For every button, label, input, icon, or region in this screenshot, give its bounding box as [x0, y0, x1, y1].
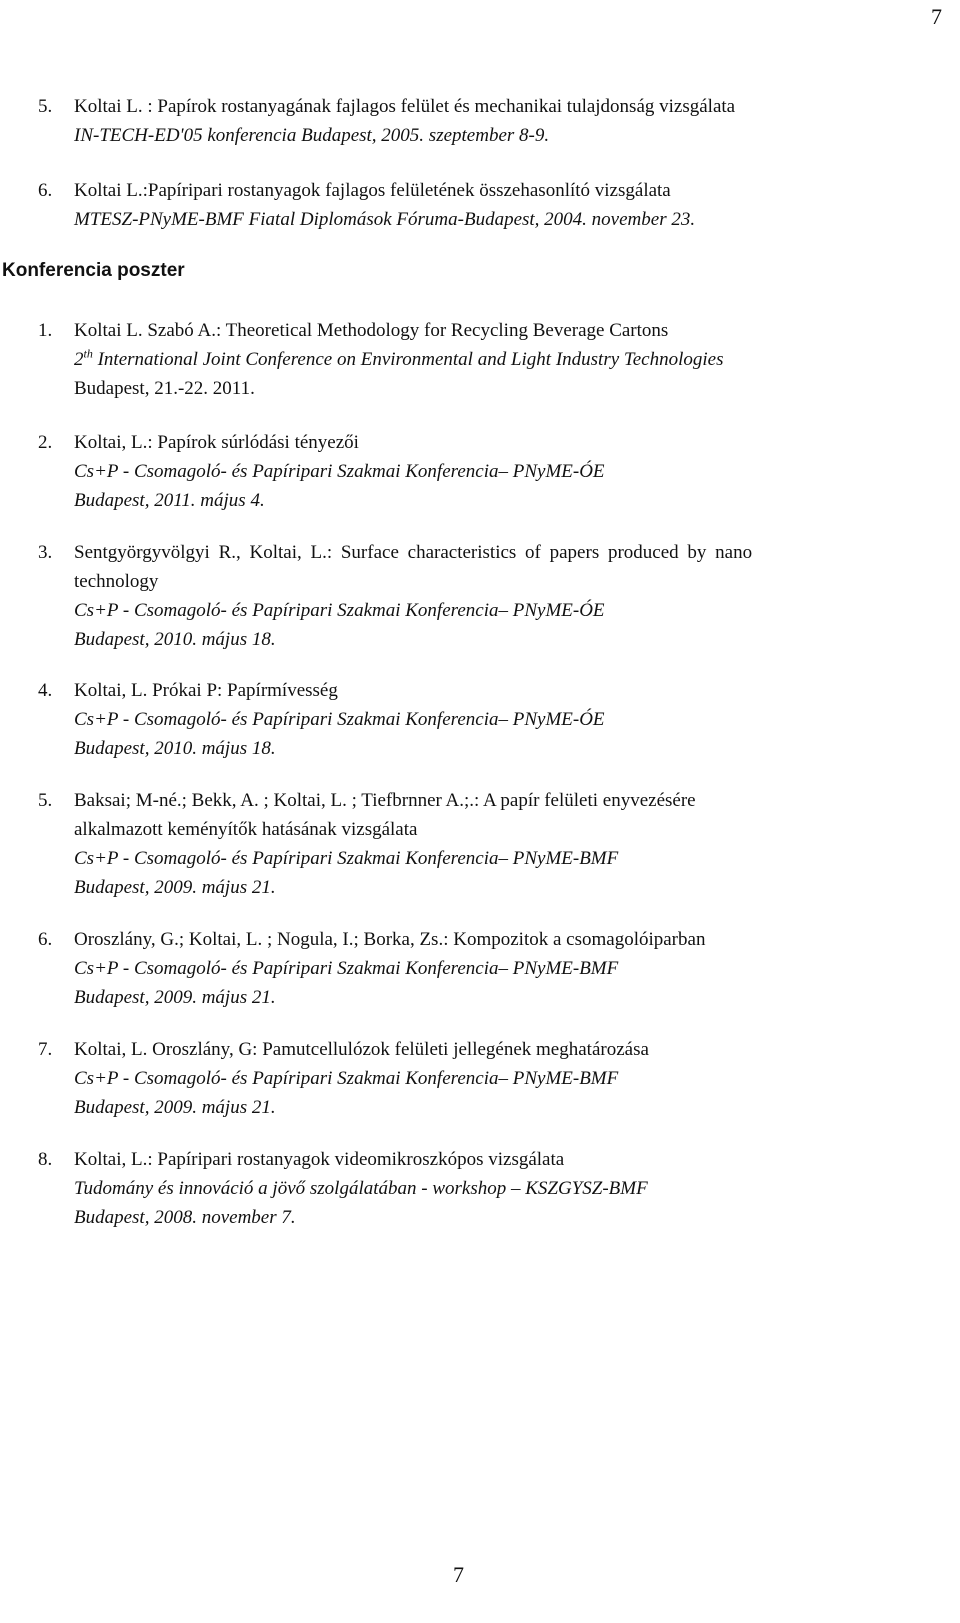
entry-title: Sentgyörgyvölgyi R., Koltai, L.: Surface characteristics of papers produced by nano [74, 542, 753, 563]
entry-date: Budapest, 2009. május 21. [74, 987, 276, 1008]
entry-number: 5. [38, 96, 53, 117]
entry-date: Budapest, 2009. május 21. [74, 877, 276, 898]
entry-venue: 2th International Joint Conference on Environmental and Light Industry Technologies [74, 346, 724, 370]
entry-date: Budapest, 2011. május 4. [74, 490, 265, 511]
lecture-entry-6 [38, 176, 938, 234]
entry-date: Budapest, 2010. május 18. [74, 629, 276, 650]
entry-venue: Tudomány és innováció a jövő szolgálatában - workshop – KSZGYSZ-BMF [74, 1178, 648, 1199]
entry-date: Budapest, 2008. november 7. [74, 1207, 296, 1228]
entry-date: Budapest, 2010. május 18. [74, 738, 276, 759]
poster-entry-4 [38, 676, 938, 763]
entry-venue: Cs+P - Csomagoló- és Papíripari Szakmai Konferencia– PNyME-BMF [74, 1068, 619, 1089]
lecture-entry-5 [38, 92, 938, 150]
entry-number: 5. [38, 790, 53, 811]
entry-title: Koltai, L.: Papíripari rostanyagok videomikroszkópos vizsgálata [74, 1149, 565, 1170]
entry-number: 7. [38, 1039, 53, 1060]
entry-number: 1. [38, 320, 53, 341]
entry-number: 2. [38, 432, 53, 453]
poster-entry-5 [38, 786, 938, 902]
entry-venue: Cs+P - Csomagoló- és Papíripari Szakmai Konferencia– PNyME-ÓE [74, 600, 605, 621]
section-heading: Konferencia poszter [2, 260, 185, 281]
entry-venue: Cs+P - Csomagoló- és Papíripari Szakmai Konferencia– PNyME-ÓE [74, 709, 605, 730]
entry-date: Budapest, 2009. május 21. [74, 1097, 276, 1118]
poster-entry-7 [38, 1035, 938, 1122]
entry-number: 6. [38, 929, 53, 950]
entry-venue: Cs+P - Csomagoló- és Papíripari Szakmai Konferencia– PNyME-BMF [74, 958, 619, 979]
entry-number: 3. [38, 542, 53, 563]
entry-number: 6. [38, 180, 53, 201]
entry-title: Baksai; M-né.; Bekk, A. ; Koltai, L. ; Tiefbrnner A.;.: A papír felületi enyvezésére [74, 790, 696, 811]
entry-title: Koltai L.:Papíripari rostanyagok fajlagos felületének összehasonlító vizsgálata [74, 180, 671, 201]
entry-venue: Cs+P - Csomagoló- és Papíripari Szakmai Konferencia– PNyME-ÓE [74, 461, 605, 482]
entry-date: Budapest, 21.-22. 2011. [74, 378, 255, 399]
poster-entry-1 [38, 316, 938, 403]
entry-title: Koltai L. : Papírok rostanyagának fajlagos felület és mechanikai tulajdonság vizsgálata [74, 96, 736, 117]
page-number-top: 7 [931, 4, 942, 29]
entry-number: 8. [38, 1149, 53, 1170]
entry-number: 4. [38, 680, 53, 701]
poster-entry-3 [38, 538, 938, 654]
entry-venue: MTESZ-PNyME-BMF Fiatal Diplomások Fóruma-Budapest, 2004. november 23. [74, 209, 696, 230]
page-number-bottom: 7 [453, 1562, 464, 1587]
entry-title: Koltai, L. Prókai P: Papírmívesség [74, 680, 338, 701]
entry-title: Koltai, L.: Papírok súrlódási tényezői [74, 432, 359, 453]
entry-title: Koltai L. Szabó A.: Theoretical Methodology for Recycling Beverage Cartons [74, 320, 669, 341]
poster-entry-8 [38, 1145, 938, 1232]
entry-title: Koltai, L. Oroszlány, G: Pamutcellulózok felületi jellegének meghatározása [74, 1039, 649, 1060]
entry-venue: Cs+P - Csomagoló- és Papíripari Szakmai Konferencia– PNyME-BMF [74, 848, 619, 869]
entry-venue: IN-TECH-ED'05 konferencia Budapest, 2005. szeptember 8-9. [74, 125, 550, 146]
ordinal-suffix: th [83, 346, 93, 361]
poster-entry-2 [38, 428, 938, 515]
poster-entry-6 [38, 925, 938, 1012]
entry-title-continued: technology [74, 571, 159, 592]
entry-title: Oroszlány, G.; Koltai, L. ; Nogula, I.; Borka, Zs.: Kompozitok a csomagolóiparban [74, 929, 706, 950]
entry-title-continued: alkalmazott keményítők hatásának vizsgálata [74, 819, 418, 840]
